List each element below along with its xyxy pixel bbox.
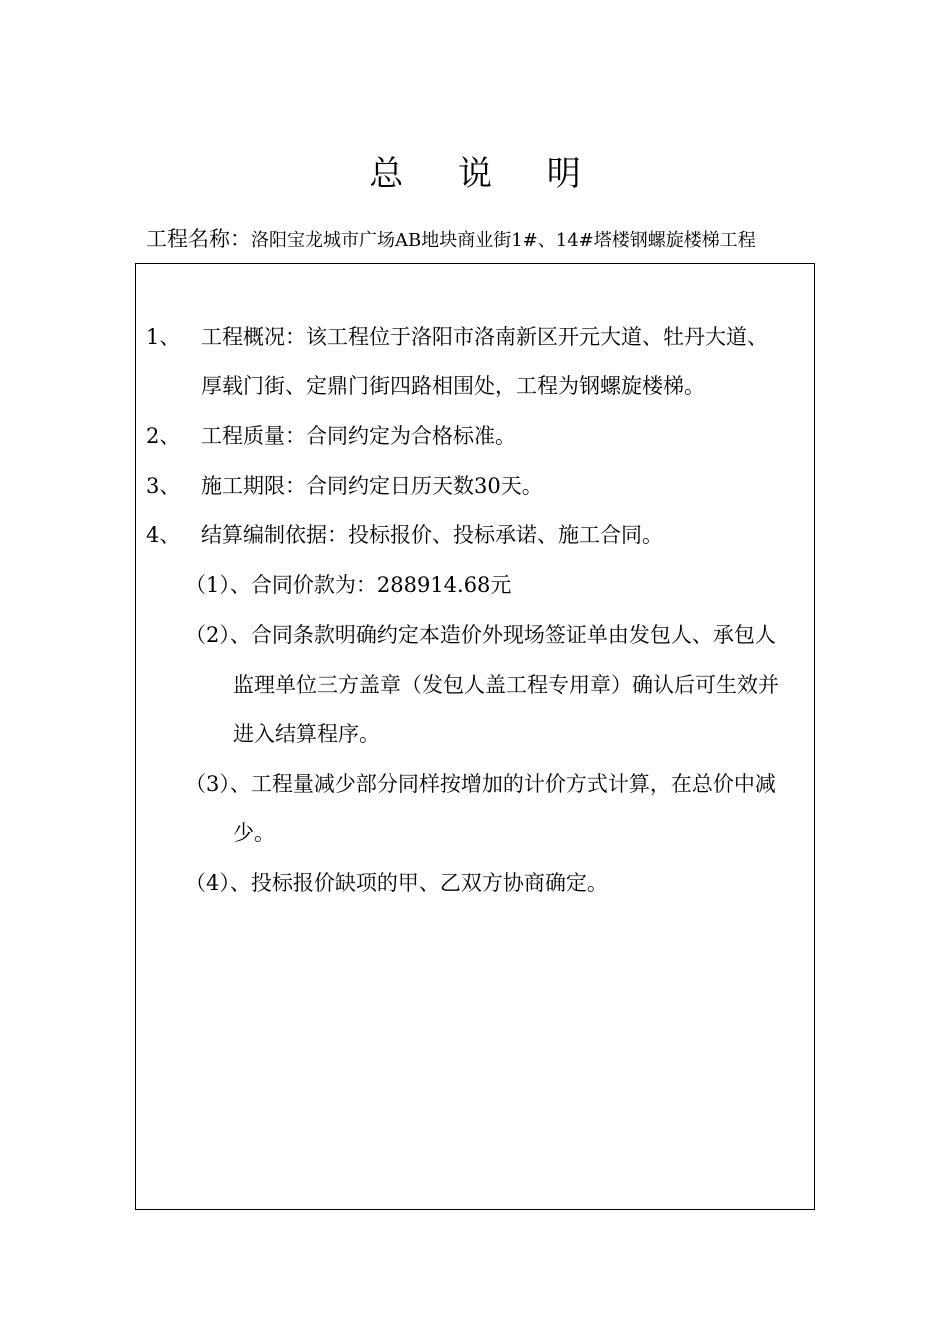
page-title: 总 说 明 [369, 154, 603, 194]
subitem-2-line-2: 监理单位三方盖章（发包人盖工程专用章）确认后可生效并 [233, 673, 779, 697]
item-number-4: 4、 [146, 523, 181, 547]
subitem-1-line-1: （1）、合同价款为：288914.68元 [185, 573, 512, 597]
item-2-line-1: 工程质量：合同约定为合格标准。 [201, 424, 516, 448]
subitem-2-line-1: （2）、合同条款明确约定本造价外现场签证单由发包人、承包人 [185, 623, 776, 647]
item-4-line-1: 结算编制依据：投标报价、投标承诺、施工合同。 [201, 523, 663, 547]
item-number-2: 2、 [146, 424, 181, 448]
subitem-3-line-2: 少。 [233, 821, 275, 845]
subitem-3-line-1: （3）、工程量减少部分同样按增加的计价方式计算，在总价中减 [185, 772, 776, 796]
item-number-3: 3、 [146, 474, 181, 498]
project-name-value: 洛阳宝龙城市广场AB地块商业街1#、14#塔楼钢螺旋楼梯工程 [251, 230, 756, 251]
item-1-line-2: 厚载门街、定鼎门街四路相围处，工程为钢螺旋楼梯。 [201, 374, 705, 398]
item-3-line-1: 施工期限：合同约定日历天数30天。 [201, 474, 543, 498]
item-number-1: 1、 [146, 325, 181, 349]
item-1-line-1: 工程概况：该工程位于洛阳市洛南新区开元大道、牡丹大道、 [201, 325, 768, 349]
subitem-4-line-1: （4）、投标报价缺项的甲、乙双方协商确定。 [185, 871, 608, 895]
project-name-label: 工程名称： [146, 227, 251, 251]
project-name-line [146, 224, 756, 256]
subitem-2-line-3: 进入结算程序。 [233, 722, 380, 746]
